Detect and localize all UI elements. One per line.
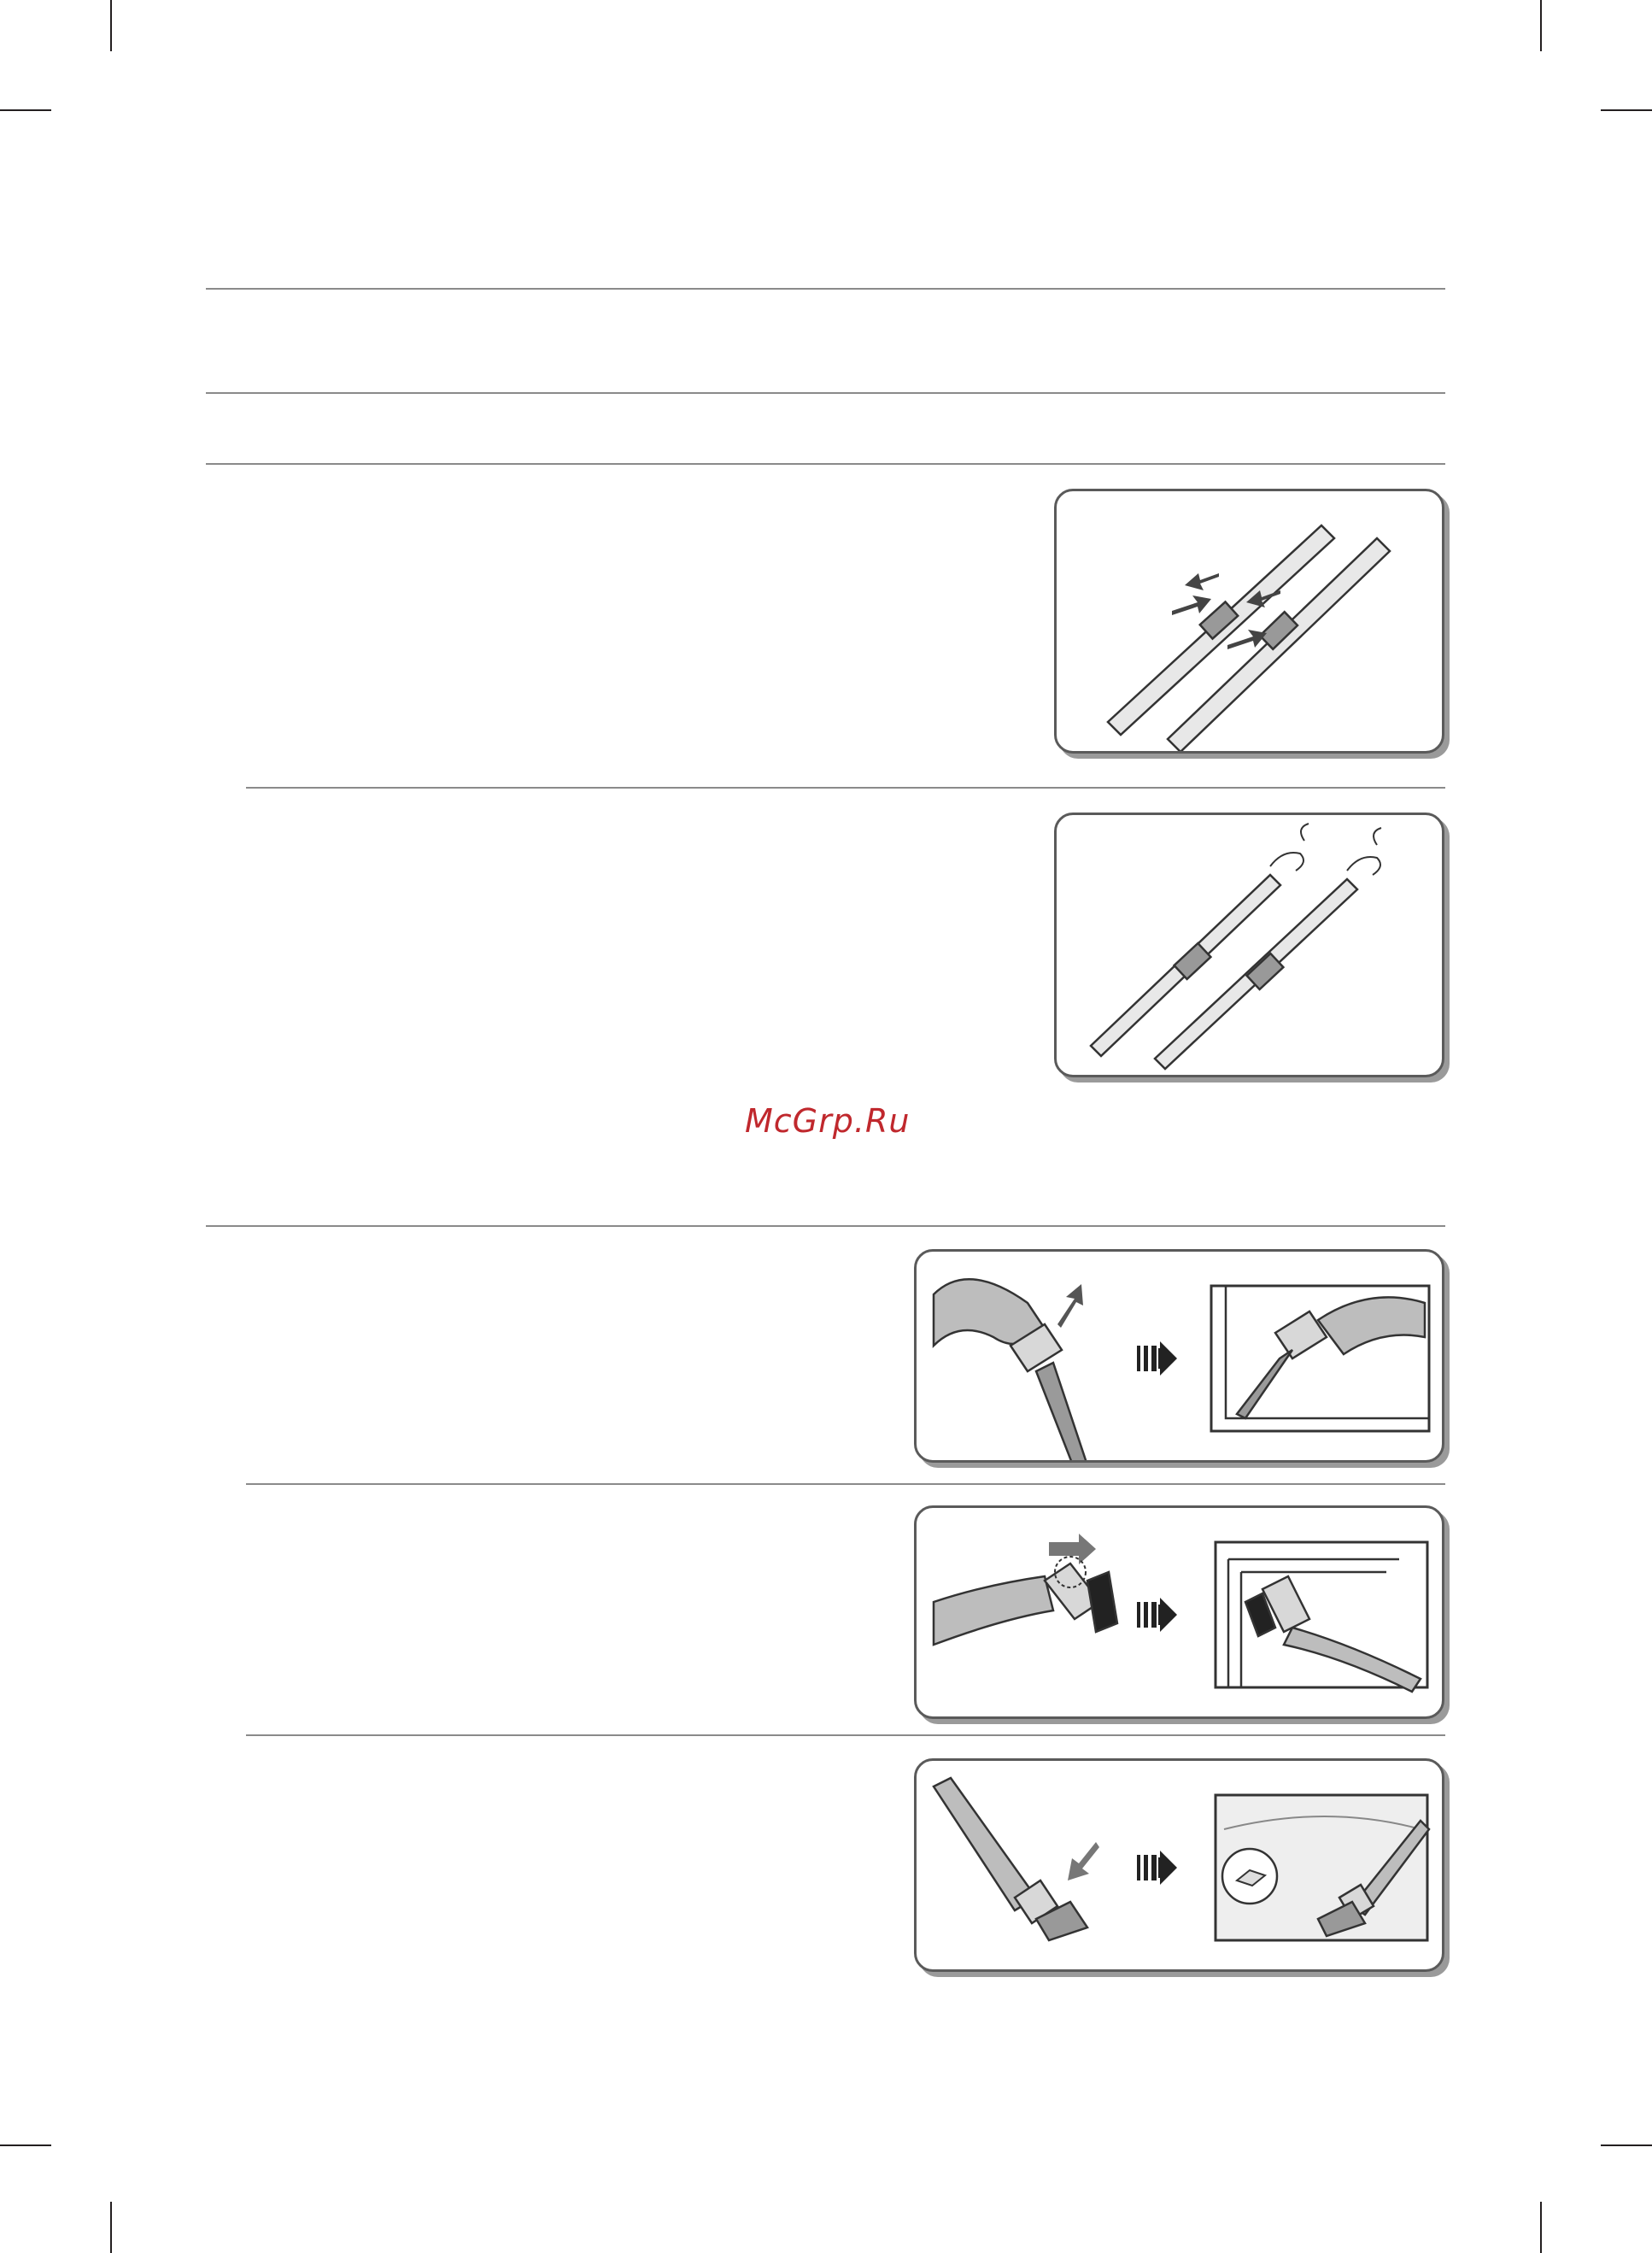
crop-mark-tr-v xyxy=(1540,0,1542,51)
crevice-tool-illustration-icon xyxy=(917,1252,1444,1463)
mini-turbo-figure xyxy=(914,1758,1444,1972)
upholstery-tool-figure xyxy=(914,1505,1444,1719)
watermark: McGrp.Ru xyxy=(745,1102,911,1140)
crop-mark-bl-h xyxy=(0,2144,51,2146)
crop-mark-tl-h xyxy=(0,109,51,111)
telescopic-pipe-with-hands-illustration-icon xyxy=(1057,815,1444,1077)
crop-mark-br-h xyxy=(1601,2144,1652,2146)
crop-mark-tl-v xyxy=(110,0,112,51)
telescopic-pipe-figure-2 xyxy=(1054,813,1444,1077)
rule-sub-2 xyxy=(246,1483,1445,1485)
crop-mark-bl-v xyxy=(110,2202,112,2253)
rule-section-2 xyxy=(206,1225,1445,1227)
rule-sub-1 xyxy=(246,787,1445,789)
crop-mark-br-v xyxy=(1540,2202,1542,2253)
rule-section-1 xyxy=(206,463,1445,465)
upholstery-brush-illustration-icon xyxy=(917,1508,1444,1719)
rule-header-top xyxy=(206,288,1445,290)
telescopic-pipe-figure-1 xyxy=(1054,489,1444,754)
crevice-tool-figure xyxy=(914,1249,1444,1463)
crop-mark-tr-h xyxy=(1601,109,1652,111)
telescopic-pipe-illustration-icon xyxy=(1057,491,1444,754)
rule-header-bottom xyxy=(206,392,1445,394)
attachment-brush-illustration-icon xyxy=(917,1761,1444,1972)
rule-sub-3 xyxy=(246,1734,1445,1736)
